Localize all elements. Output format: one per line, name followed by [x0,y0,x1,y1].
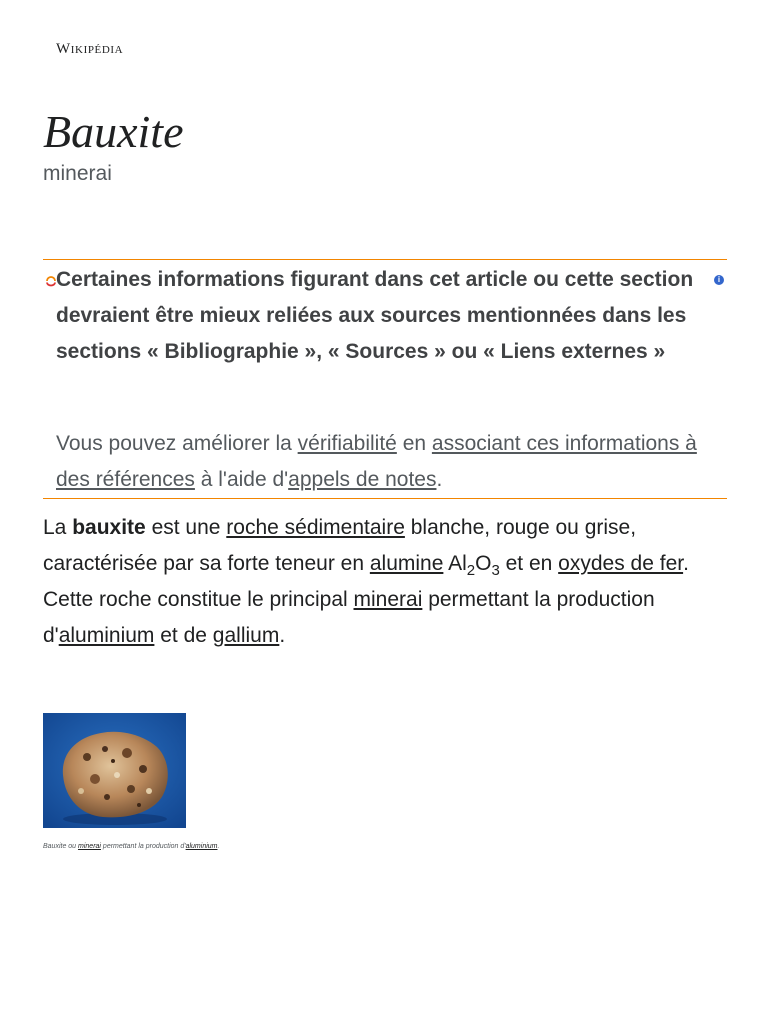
roche-sedimentaire-link[interactable]: roche sédimentaire [226,516,405,539]
intro-text: et en [499,552,559,575]
page-title: Bauxite [43,106,184,157]
aluminium-link[interactable]: aluminium [58,624,155,647]
notice-text-1: Vous pouvez améliorer la [56,432,298,455]
oxydes-de-fer-link[interactable]: oxydes de fer [558,552,684,575]
intro-text: permettant la production d' [43,588,655,647]
intro-text: . [279,624,286,647]
subscript: 3 [491,562,500,580]
intro-text: . Cette roche constitue le principal [43,552,689,611]
bold-term: bauxite [72,516,146,539]
subscript: 2 [466,562,476,580]
notice-subtext [56,426,706,498]
page-subtitle: minerai [43,162,112,185]
bauxite-image[interactable] [43,713,186,828]
intro-text: et de [154,624,213,647]
caption-text: . [217,843,220,850]
footnotes-link[interactable]: appels de notes [288,468,437,491]
minerai-link[interactable]: minerai [353,588,423,611]
notice-text-3: à l'aide d' [194,468,289,491]
wikipedia-wordmark[interactable]: Wikipédia [56,41,124,57]
sources-notice-box [43,259,727,499]
intro-text: est une [145,516,227,539]
info-icon[interactable]: i [714,275,724,285]
header [56,40,123,60]
caption-text: Bauxite ou [43,843,79,850]
bauxite-photo [43,713,186,828]
intro-text: Al [443,552,467,575]
caption-minerai-link[interactable]: minerai [78,843,101,850]
intro-text: blanche, rouge ou grise, caractérisée par sa forte teneur en [43,516,637,575]
image-caption [43,842,219,852]
intro-text: O [475,552,492,575]
alumine-link[interactable]: alumine [369,552,444,575]
caption-aluminium-link[interactable]: aluminium [185,843,218,850]
notice-text-2: en [396,432,432,455]
title-block [43,104,733,188]
gallium-link[interactable]: gallium [212,624,280,647]
associate-references-link[interactable]: associant ces informations à des références [56,432,697,491]
notice-text-4: . [436,468,443,491]
intro-text: La [43,516,73,539]
verifiability-link[interactable]: vérifiabilité [297,432,397,455]
notice-heading: Certaines informations figurant dans cet article ou cette section devraient être mieux reliées aux sources mentionnées dans les sections « Bibliographie », « Sources » ou « Liens externes » [56,268,694,363]
intro-paragraph [43,510,727,654]
caption-text: permettant la production d' [100,843,186,850]
